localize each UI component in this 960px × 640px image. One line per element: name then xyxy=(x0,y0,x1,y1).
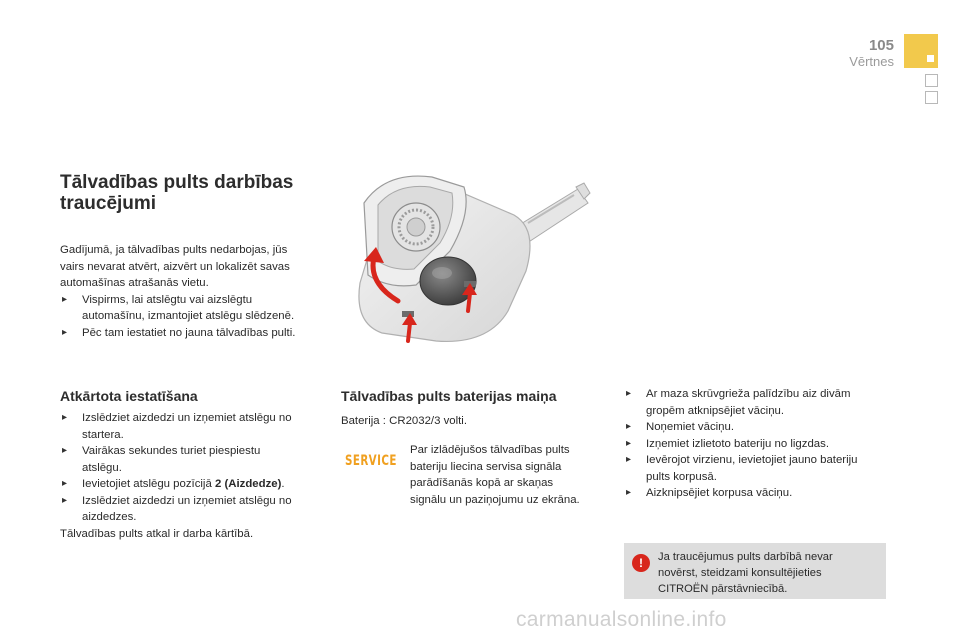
bullet-line: ▸ Izslēdziet aizdedzi un izņemiet atslēgu no xyxy=(82,494,292,507)
chapter-tab[interactable] xyxy=(925,74,938,87)
reset-section xyxy=(60,410,322,542)
bullet-line: startera. xyxy=(82,428,124,441)
bullet-line xyxy=(82,476,322,493)
bullet-line: ▸ Ar maza skrūvgrieža palīdzību aiz divām xyxy=(646,388,851,400)
section-name: Vērtnes xyxy=(849,54,894,69)
warning-text xyxy=(658,549,878,597)
warning-line: CITROËN pārstāvniecībā. xyxy=(658,583,788,595)
bullet-text: . xyxy=(281,478,285,490)
step-bullet xyxy=(624,485,894,502)
reset-bullet xyxy=(60,493,322,526)
service-text xyxy=(410,442,600,508)
bullet-line: ▸ Izslēdziet aizdedzi un izņemiet atslēgu no xyxy=(82,412,292,424)
service-line: bateriju liecina servisa signāla xyxy=(410,460,562,473)
bullet-line: ▸ Vispirms, lai atslēgtu vai aizslēgtu xyxy=(82,293,253,306)
bullet-line: ▸ Aizknipsējiet korpusa vāciņu. xyxy=(646,487,793,499)
bullet-line: atslēgu. xyxy=(82,461,122,474)
title-line: traucējumi xyxy=(60,193,157,214)
battery-steps xyxy=(624,386,894,502)
service-line: parādīšanās kopā ar skaņas xyxy=(410,477,554,489)
battery-spec: Baterija : CR2032/3 volti. xyxy=(341,415,467,427)
step-bullet xyxy=(624,452,894,485)
reset-bullet xyxy=(60,476,322,493)
chapter-tab[interactable] xyxy=(925,91,938,104)
warning-line: novērst, steidzami konsultējieties xyxy=(658,567,822,579)
battery-heading: Tālvadības pults baterijas maiņa xyxy=(341,388,557,404)
intro-section xyxy=(60,242,322,341)
service-line: signālu un paziņojumu uz ekrāna. xyxy=(410,493,580,506)
service-line: Par izlādējušos tālvadības pults xyxy=(410,444,570,456)
bullet-line: ▸ Noņemiet vāciņu. xyxy=(646,421,735,433)
step-bullet xyxy=(624,386,894,419)
bullet-line: automašīnu, izmantojiet atslēgu slēdzenē. xyxy=(82,310,295,322)
intro-line: Gadījumā, ja tālvadības pults nedarbojas, jūs xyxy=(60,244,288,256)
bullet-line: ▸ Vairākas sekundes turiet piespiestu xyxy=(82,445,261,457)
bullet-line: ▸ Ievērojot virzienu, ievietojiet jauno bateriju xyxy=(646,454,858,466)
chapter-tab-active[interactable] xyxy=(904,34,938,68)
reset-bullet xyxy=(60,410,322,443)
warning-line: Ja traucējumus pults darbībā nevar xyxy=(658,551,833,563)
ignition-position: 2 (Aizdedze) xyxy=(214,478,282,490)
reset-heading: Atkārtota iestatīšana xyxy=(60,388,198,404)
title-line: Tālvadības pults darbības xyxy=(60,172,294,193)
step-bullet xyxy=(624,436,894,453)
intro-line: vairs nevarat atvērt, aizvērt un lokalizēt savas xyxy=(60,260,290,273)
bullet-text: Ievietojiet atslēgu pozīcijā xyxy=(82,478,215,490)
page-number: 105 xyxy=(868,37,894,54)
page-title xyxy=(60,172,330,214)
key-battery-illustration xyxy=(338,163,596,355)
intro-line: automašīnas atrašanās vietu. xyxy=(60,277,209,289)
reset-footer: Tālvadības pults atkal ir darba kārtībā. xyxy=(60,527,254,540)
reset-bullet xyxy=(60,443,322,476)
square-icon xyxy=(927,55,934,62)
bullet-line: ▸ Pēc tam iestatiet no jauna tālvadības pulti. xyxy=(82,326,296,339)
service-badge-icon: SERVICE xyxy=(345,453,397,469)
warning-icon: ! xyxy=(632,554,650,572)
watermark: carmanualsonline.info xyxy=(516,608,727,631)
bullet-line: gropēm atknipsējiet vāciņu. xyxy=(646,404,785,417)
bullet-line: aizdedzes. xyxy=(82,511,137,523)
intro-bullet xyxy=(60,292,322,325)
step-bullet xyxy=(624,419,894,436)
intro-bullet xyxy=(60,325,322,342)
bullet-line: ▸ Izņemiet izlietoto bateriju no ligzdas. xyxy=(646,437,829,450)
bullet-line: pults korpusā. xyxy=(646,470,717,483)
